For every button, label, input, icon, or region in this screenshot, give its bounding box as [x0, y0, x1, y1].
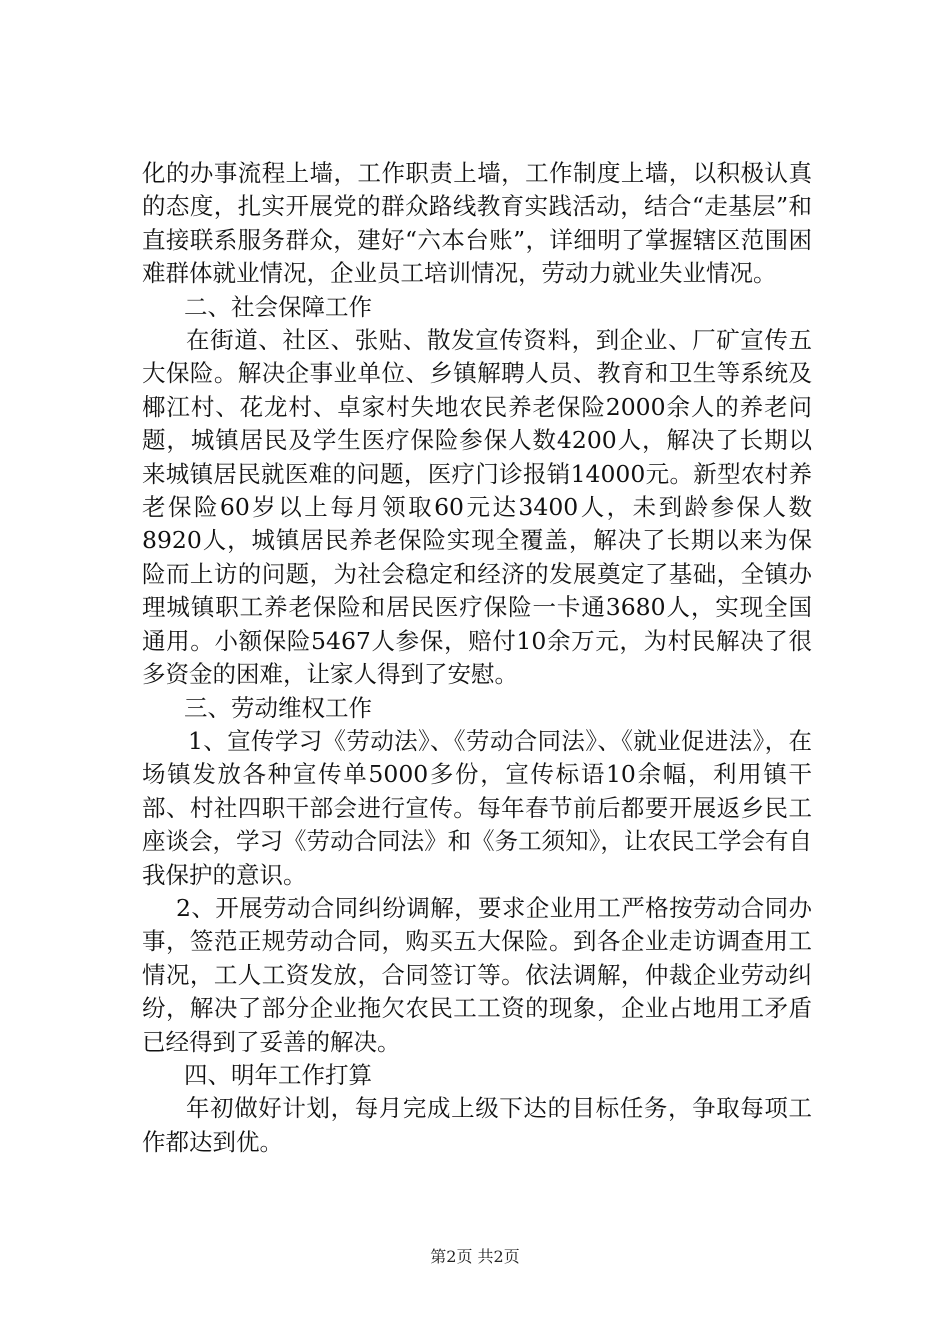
document-body [142, 157, 812, 1159]
page-footer: 第2页 共2页 [430, 1247, 520, 1266]
paragraph-work-process: 化的办事流程上墙，工作职责上墙，工作制度上墙，以积极认真的态度，扎实开展党的群众路线教育实践活动，结合“走基层”和直接联系服务群众，建好“六本台账”，详细明了掌握辖区范围困难群体就业情况，企业员工培训情况，劳动力就业失业情况。 [142, 159, 812, 288]
heading-next-year-plan: 四、明年工作打算 [184, 1060, 372, 1089]
heading-social-security: 二、社会保障工作 [184, 292, 372, 321]
paragraph-labor-law-promotion: 1、宣传学习《劳动法》、《劳动合同法》、《就业促进法》，在场镇发放各种宣传单5000多份，宣传标语10余幅，利用镇干部、村社四职干部会进行宣传。每年春节前后都要开展返乡民工座谈会，学习《劳动合同法》和《务工须知》，让农民工学会有自我保护的意识。 [142, 726, 812, 889]
paragraph-social-security: 在街道、社区、张贴、散发宣传资料，到企业、厂矿宣传五大保险。解决企事业单位、乡镇解聘人员、教育和卫生等系统及椰江村、花龙村、卓家村失地农民养老保险2000余人的养老问题，城镇居民及学生医疗保险参保人数4200人，解决了长期以来城镇居民就医难的问题，医疗门诊报销14000元。新型农村养老保险60岁以上每月领取60元达3400人，未到龄参保人数8920人，城镇居民养老保险实现全覆盖，解决了长期以来为保险而上访的问题，为社会稳定和经济的发展奠定了基础，全镇办理城镇职工养老保险和居民医疗保险一卡通3680人，实现全国通用。小额保险5467人参保，赔付10余万元，为村民解决了很多资金的困难，让家人得到了安慰。 [142, 326, 812, 689]
paragraph-next-year-plan: 年初做好计划，每月完成上级下达的目标任务，争取每项工作都达到优。 [142, 1094, 812, 1156]
heading-labor-rights: 三、劳动维权工作 [184, 693, 372, 722]
paragraph-labor-dispute-mediation: 2、开展劳动合同纠纷调解，要求企业用工严格按劳动合同办事，签范正规劳动合同，购买五大保险。到各企业走访调查用工情况，工人工资发放，合同签订等。依法调解，仲裁企业劳动纠纷，解决了部分企业拖欠农民工工资的现象，企业占地用工矛盾已经得到了妥善的解决。 [142, 893, 812, 1056]
